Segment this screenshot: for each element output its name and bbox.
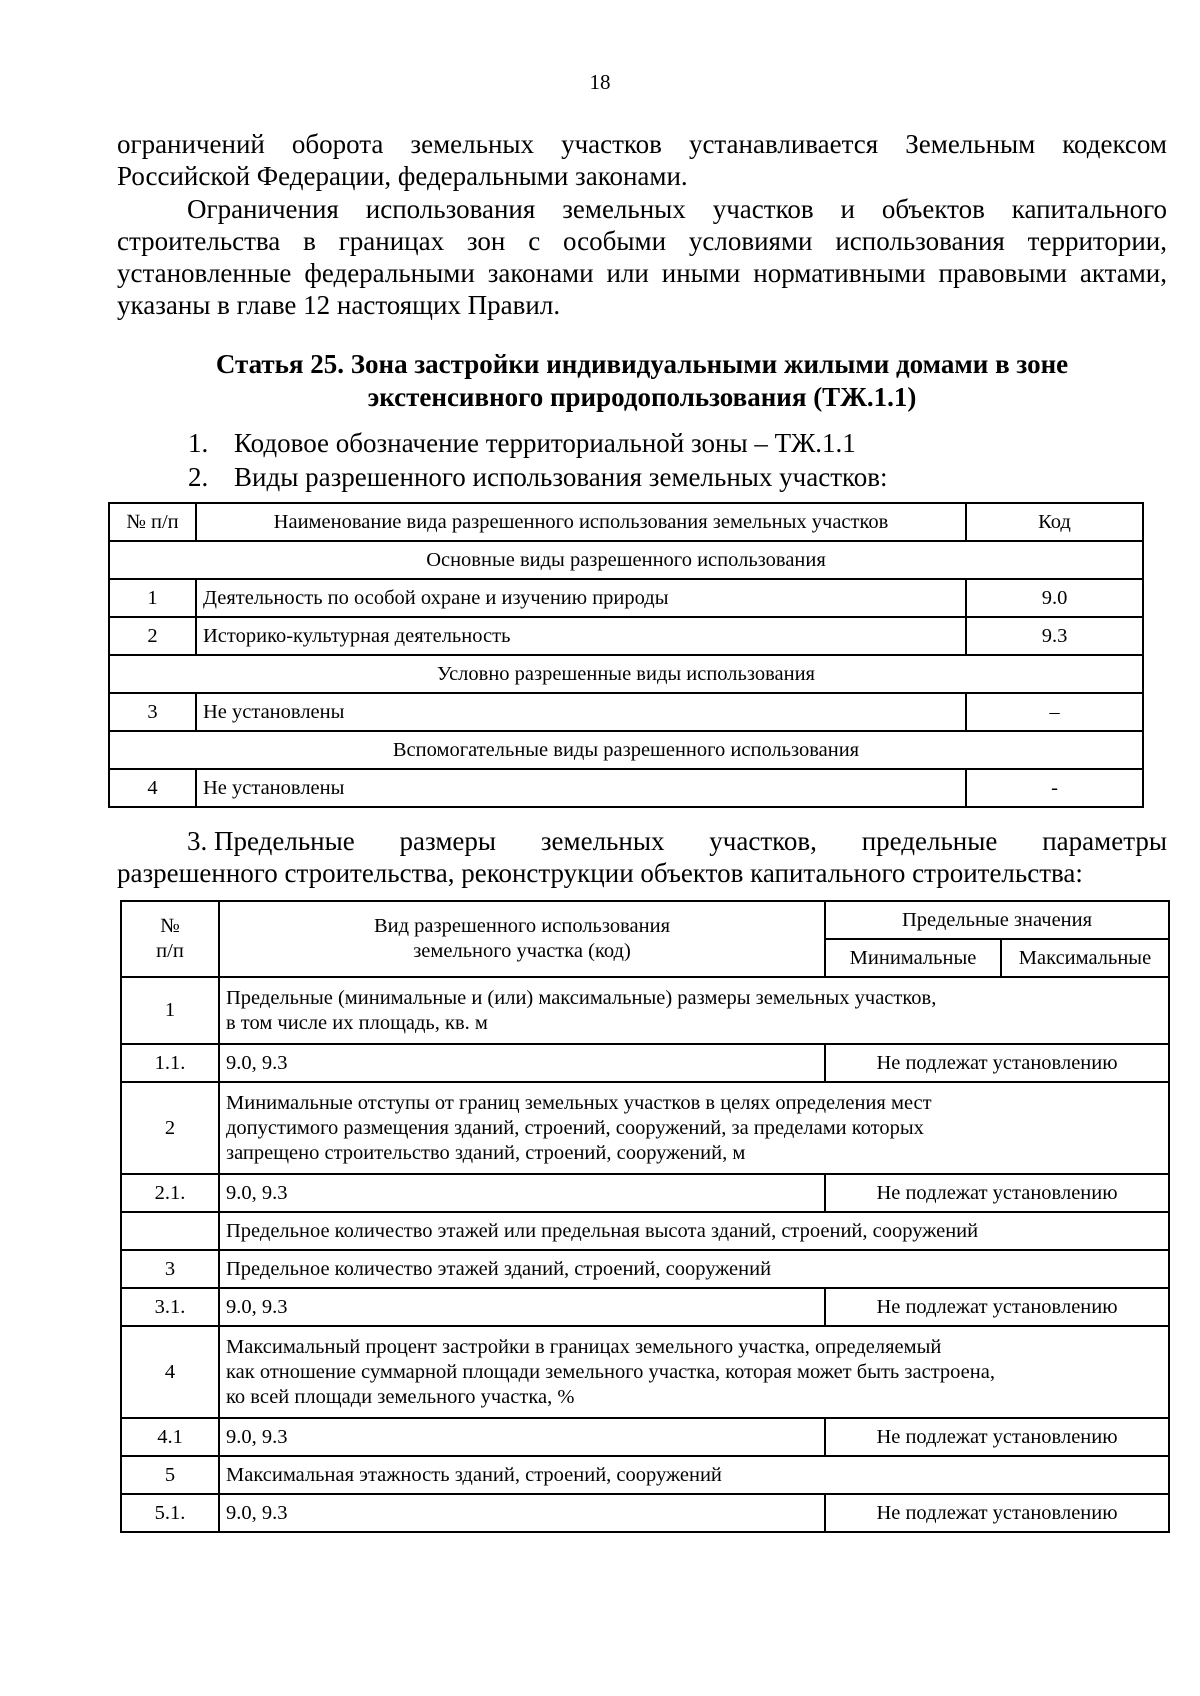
row-codes: 9.0, 9.3 — [219, 1494, 825, 1532]
table-row — [121, 1288, 1169, 1326]
row-code: 9.3 — [966, 617, 1143, 655]
row-number: 2.1. — [121, 1174, 219, 1212]
list-item-permitted-uses — [188, 461, 888, 493]
column-header-code: Код — [966, 503, 1143, 541]
table-row — [109, 579, 1143, 617]
list-item-zone-code — [188, 427, 856, 459]
list-item-text: Кодовое обозначение территориальной зоны – ТЖ.1.1 — [234, 428, 856, 458]
row-number: 4 — [109, 769, 196, 807]
paragraph-parameters — [117, 825, 1167, 889]
column-header-number: № п/п — [109, 503, 196, 541]
header-text: Вид разрешенного использования — [373, 915, 671, 937]
paragraph-parameters-line1 — [117, 825, 1167, 857]
list-item-number: 1. — [188, 428, 209, 458]
row-number: 3.1. — [121, 1288, 219, 1326]
word: параметры — [1042, 826, 1167, 856]
row-code: – — [966, 693, 1143, 731]
table-row — [109, 693, 1143, 731]
row-value: Не подлежат установлению — [825, 1288, 1169, 1326]
row-number: 2 — [109, 617, 196, 655]
row-value: Не подлежат установлению — [825, 1174, 1169, 1212]
paragraph-parameters-line2: разрешенного строительства, реконструкции объектов капитального строительства: — [117, 858, 1083, 888]
row-text-line: допустимого размещения зданий, строений, сооружений, за пределами которых — [226, 1116, 924, 1139]
row-number-empty — [121, 1212, 219, 1250]
row-name: Историко-культурная деятельность — [196, 617, 966, 655]
table-header-row — [109, 503, 1143, 541]
table-row — [121, 1044, 1169, 1082]
row-text-line: запрещено строительство зданий, строений, сооружений, м — [226, 1141, 746, 1164]
header-text: п/п — [156, 940, 184, 962]
section-main-uses: Основные виды разрешенного использования — [109, 541, 1143, 579]
page-number: 18 — [589, 70, 611, 94]
row-value: Не подлежат установлению — [825, 1044, 1169, 1082]
row-number: 1 — [109, 579, 196, 617]
row-description — [219, 1082, 1169, 1174]
row-text-line: Предельные (минимальные и (или) максимальные) размеры земельных участков, — [226, 986, 937, 1009]
header-text: земельного участка (код) — [413, 940, 631, 962]
list-item-text: Виды разрешенного использования земельных участков: — [234, 462, 888, 492]
row-codes: 9.0, 9.3 — [219, 1288, 825, 1326]
word: размеры — [399, 826, 497, 856]
word: земельных — [540, 826, 665, 856]
row-code: 9.0 — [966, 579, 1143, 617]
column-header-limits: Предельные значения — [825, 901, 1169, 939]
column-header-name: Наименование вида разрешенного использования земельных участков — [196, 503, 966, 541]
row-number: 5.1. — [121, 1494, 219, 1532]
column-header-use-type — [219, 901, 825, 977]
row-name: Не установлены — [196, 769, 966, 807]
row-codes: 9.0, 9.3 — [219, 1044, 825, 1082]
row-name: Не установлены — [196, 693, 966, 731]
row-description — [219, 977, 1169, 1044]
table-section-row — [109, 541, 1143, 579]
row-number: 1.1. — [121, 1044, 219, 1082]
article-heading — [117, 348, 1167, 414]
row-number: 1 — [121, 977, 219, 1044]
table-row — [121, 1212, 1169, 1250]
row-description — [219, 1326, 1169, 1418]
row-value: Не подлежат установлению — [825, 1418, 1169, 1456]
row-number: 4.1 — [121, 1418, 219, 1456]
row-text-line: Максимальный процент застройки в границах земельного участка, определяемый — [226, 1335, 942, 1358]
row-text-line: Минимальные отступы от границ земельных участков в целях определения мест — [226, 1091, 932, 1114]
article-heading-line1: Статья 25. Зона застройки индивидуальными жилыми домами в зоне — [215, 349, 1069, 379]
row-number: 2 — [121, 1082, 219, 1174]
row-number: 3 — [121, 1250, 219, 1288]
parameters-table — [120, 900, 1170, 1533]
row-text-line: в том числе их площадь, кв. м — [226, 1011, 488, 1034]
section-conditional-uses: Условно разрешенные виды использования — [109, 655, 1143, 693]
paragraph-limits: Ограничения использования земельных участков и объектов капитального строительства в границах зон с особыми условиями использования территории, установленные федеральными законами или иными нормативными правовыми актами, указаны в главе 12 настоящих Правил. — [117, 194, 1167, 320]
permitted-uses-table — [108, 502, 1144, 808]
row-codes: 9.0, 9.3 — [219, 1418, 825, 1456]
row-value: Не подлежат установлению — [825, 1494, 1169, 1532]
table-row — [121, 1250, 1169, 1288]
row-number: 4 — [121, 1326, 219, 1418]
row-text-line: как отношение суммарной площади земельного участка, которая может быть застроена, — [226, 1360, 995, 1383]
column-header-max: Максимальные — [1001, 939, 1169, 977]
row-codes: 9.0, 9.3 — [219, 1174, 825, 1212]
list-item-number: 2. — [188, 462, 209, 492]
table-row — [121, 1418, 1169, 1456]
row-description: Максимальная этажность зданий, строений, сооружений — [219, 1456, 1169, 1494]
row-number: 5 — [121, 1456, 219, 1494]
table-row — [121, 1174, 1169, 1212]
table-row — [121, 1082, 1169, 1174]
header-text: № — [160, 915, 180, 937]
table-row — [121, 1456, 1169, 1494]
table-row — [121, 1494, 1169, 1532]
row-name: Деятельность по особой охране и изучению природы — [196, 579, 966, 617]
row-text-line: ко всей площади земельного участка, % — [226, 1385, 575, 1408]
table-row — [121, 1326, 1169, 1418]
column-header-number — [121, 901, 219, 977]
table-header-row — [121, 901, 1169, 939]
table-section-row — [109, 655, 1143, 693]
word: предельные — [861, 826, 998, 856]
paragraph-restrictions: ограничений оборота земельных участков устанавливается Земельным кодексом Российской Федерации, федеральными законами. — [117, 129, 1167, 191]
word: участков, — [709, 826, 817, 856]
row-description: Предельное количество этажей или предельная высота зданий, строений, сооружений — [219, 1212, 1169, 1250]
table-row — [109, 769, 1143, 807]
row-number: 3 — [109, 693, 196, 731]
row-code: - — [966, 769, 1143, 807]
word: 3. Предельные — [187, 826, 355, 856]
table-row — [121, 977, 1169, 1044]
table-section-row — [109, 731, 1143, 769]
article-heading-line2: экстенсивного природопользования (ТЖ.1.1) — [367, 382, 917, 412]
row-description: Предельное количество этажей зданий, строений, сооружений — [219, 1250, 1169, 1288]
column-header-min: Минимальные — [825, 939, 1001, 977]
table-row — [109, 617, 1143, 655]
section-auxiliary-uses: Вспомогательные виды разрешенного использования — [109, 731, 1143, 769]
